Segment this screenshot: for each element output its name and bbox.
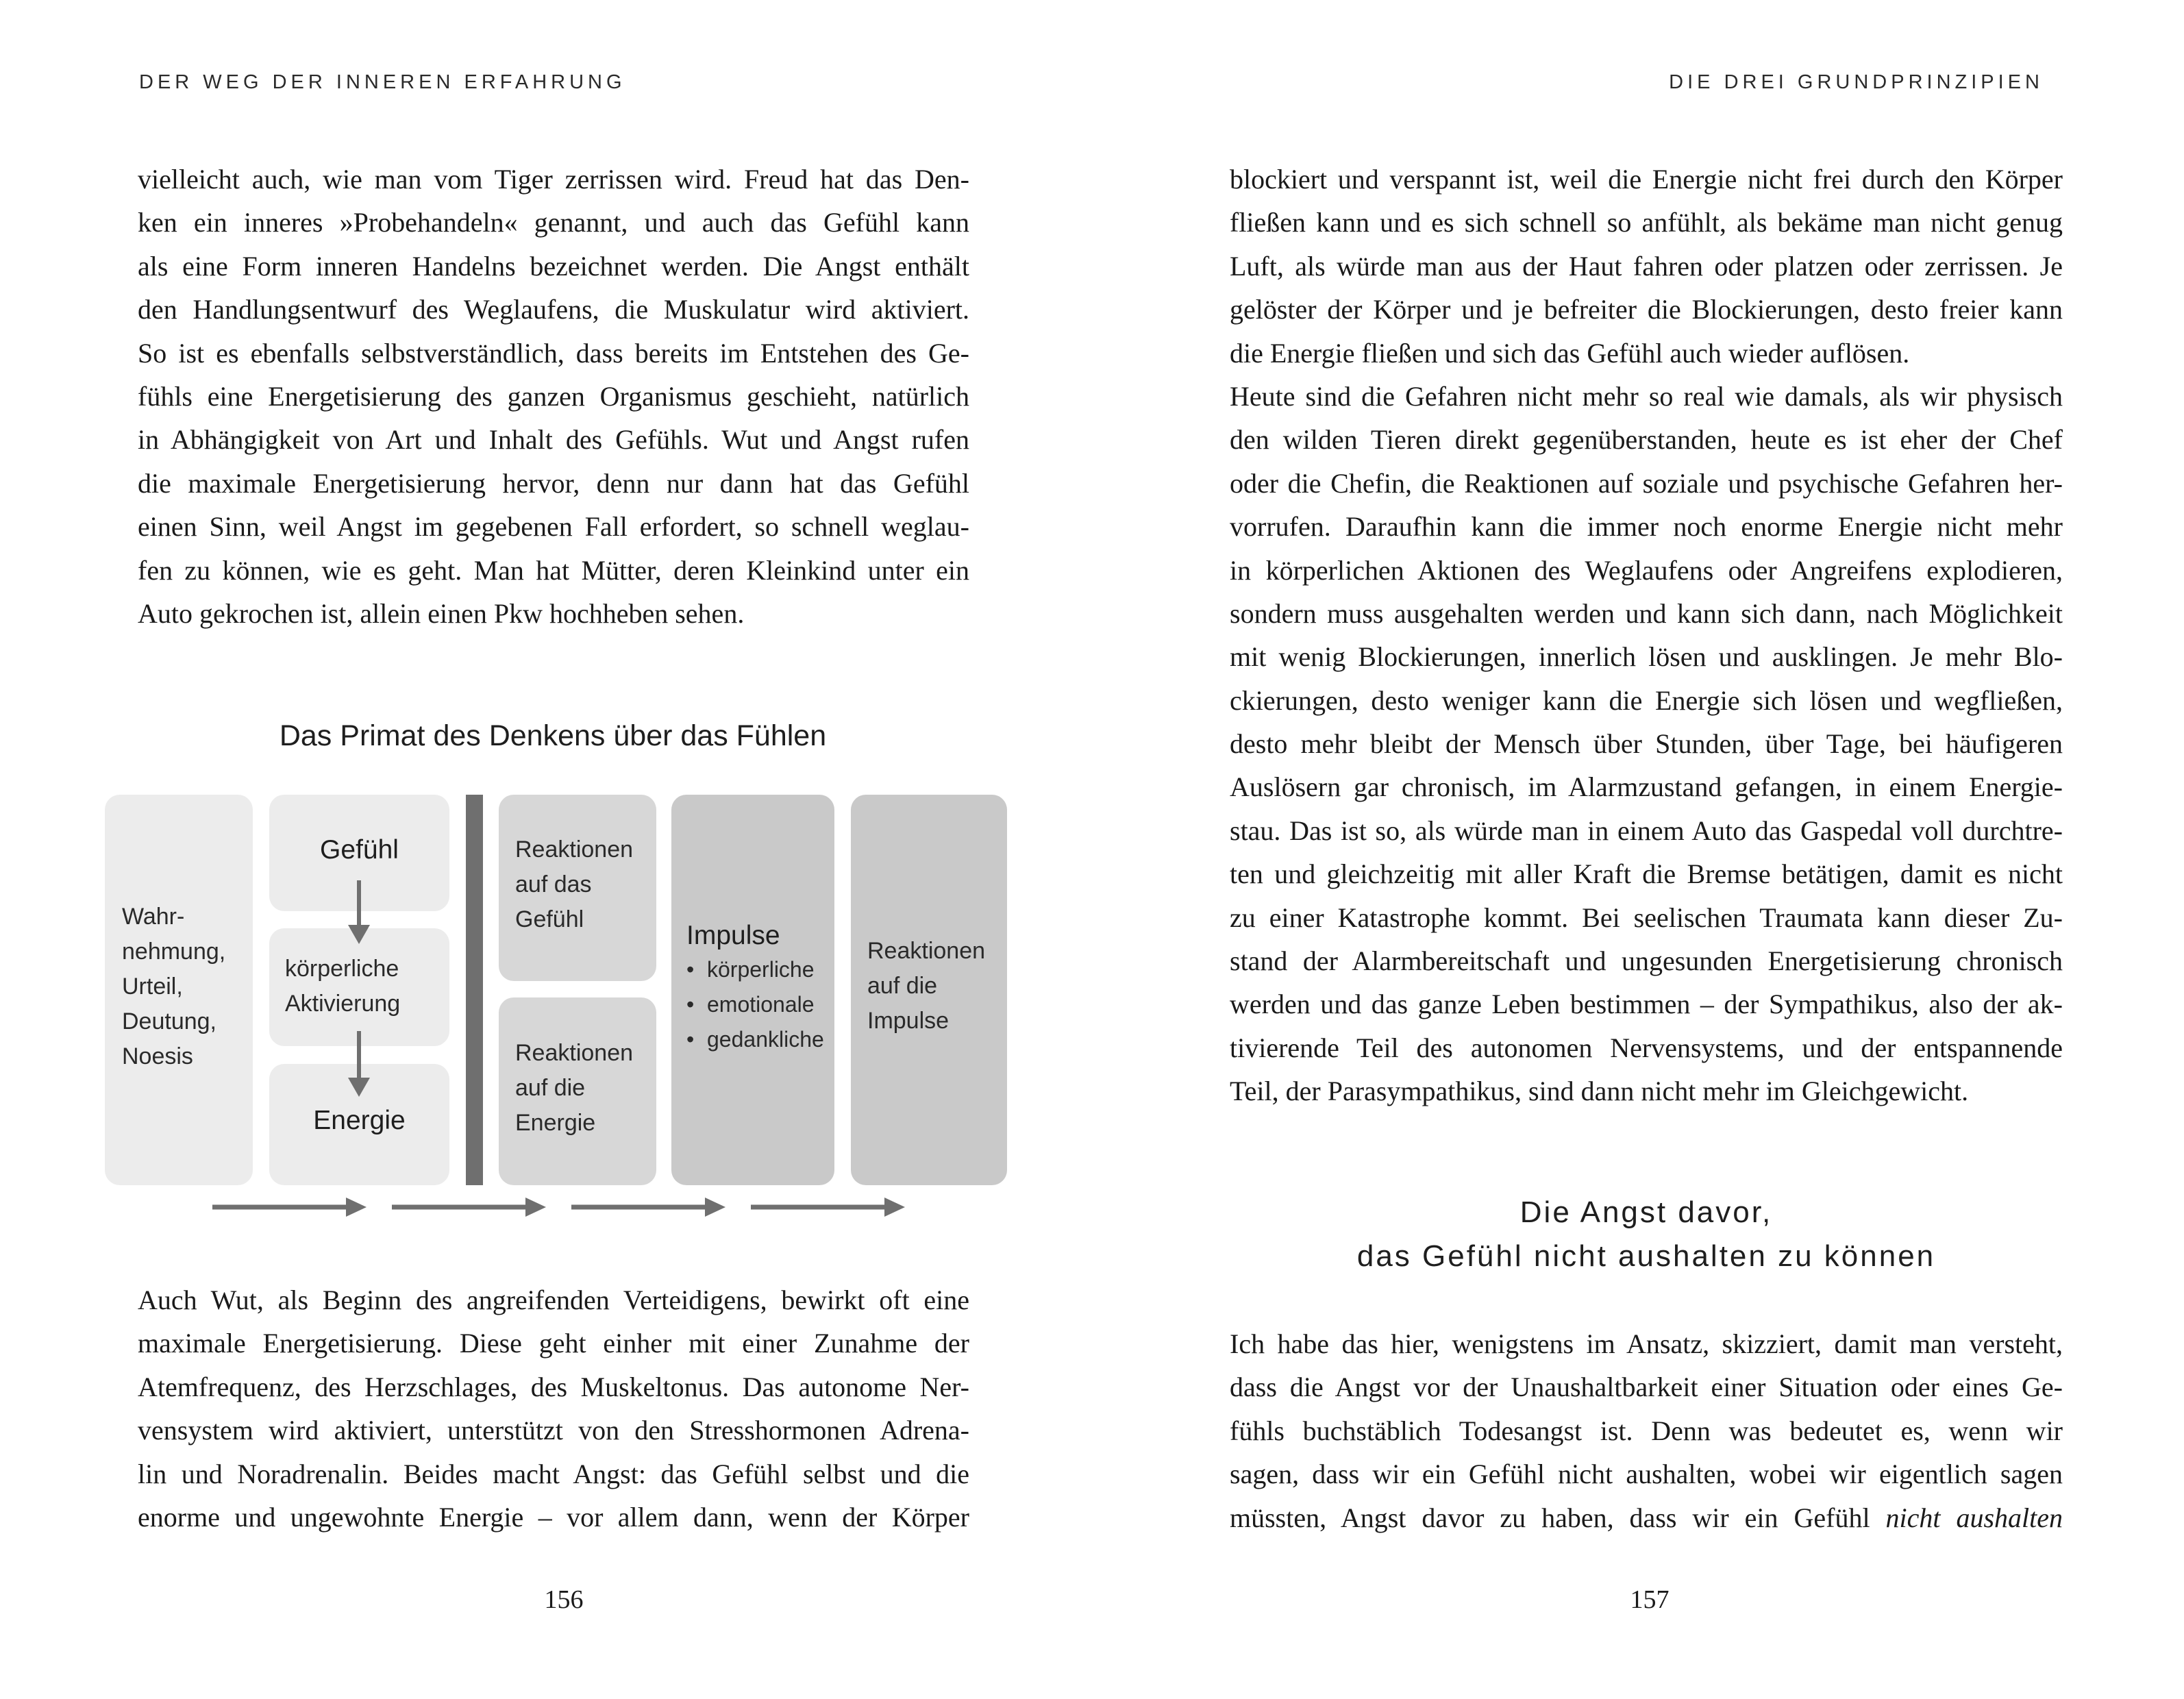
text-line: stand der Alarmbereitschaft und ungesunden Energetisierung chronisch [1230,945,2063,977]
text-line: werden und das ganze Leben bestimmen – der Sympathikus, also der ak- [1230,989,2063,1020]
text-line: Ich habe das hier, wenigstens im Ansatz, skizziert, damit man versteht, [1230,1328,2063,1359]
text-line: fühls buchstäblich Todesangst ist. Denn was bedeutet es, wenn wir [1230,1415,2063,1446]
text-line: So ist es ebenfalls selbstverständlich, dass bereits im Entstehen des Ge- [138,337,969,369]
text-line: sondern muss ausgehalten werden und kann sich dann, nach Möglichkeit [1230,597,2063,629]
impulse-item: • emotionale [686,987,824,1022]
section-heading [1230,1191,2063,1278]
arrowhead-down-2 [348,1078,370,1097]
page-number-right: 157 [1630,1585,1670,1614]
figure-title: Das Primat des Denkens über das Fühlen [279,719,827,752]
text-line: Auto gekrochen ist, allein einen Pkw hochheben sehen. [138,597,745,629]
text-line: maximale Energetisierung. Diese geht einher mit einer Zunahme der [138,1328,969,1359]
text-line: die Energie fließen und sich das Gefühl auch wieder auflösen. [1230,337,1910,369]
text-line: Auslösern gar chronisch, im Alarmzustand gefangen, in einem Energie- [1230,771,2063,803]
reactions-energy-label: Reaktionen auf die Energie [515,1040,634,1136]
arrowhead-down-1 [348,925,370,944]
text-line: als eine Form inneren Handelns bezeichnet werden. Die Angst enthält [138,250,969,282]
activation-label: körperliche Aktivierung [285,956,401,1017]
text-line: den wilden Tieren direkt gegenüberstanden, heute es ist eher der Chef [1230,424,2063,456]
text-line: fließen kann und es sich schnell so anfühlt, als bekäme man nicht genug [1230,207,2063,238]
text-line: die maximale Energetisierung hervor, denn nur dann hat das Gefühl [138,467,969,499]
text-line: vensystem wird aktiviert, unterstützt von den Stresshormonen Adrena- [138,1415,969,1446]
page-number-left: 156 [544,1585,584,1614]
arrowhead-right-2 [525,1198,546,1217]
text-line: ten und gleichzeitig mit aller Kraft die Bremse betätigen, damit es nicht [1230,858,2063,890]
text-line: Luft, als würde man aus der Haut fahren oder platzen oder zerrissen. Je [1230,250,2063,282]
right-page [1092,0,2184,1699]
impulses-title: Impulse [686,921,780,950]
text-line: oder die Chefin, die Reaktionen auf soziale und psychische Gefahren her- [1230,467,2063,499]
text-line: gelöster der Körper und je befreiter die Blockierungen, desto freier kann [1230,294,2063,325]
text-line: fen zu können, wie es geht. Man hat Mütter, deren Kleinkind unter ein [138,554,969,586]
arrowhead-right-1 [346,1198,367,1217]
section-heading-line: das Gefühl nicht aushalten zu können [1356,1239,1936,1273]
text-line [1230,1496,2063,1539]
text-line: fühls eine Energetisierung des ganzen Organismus geschieht, natürlich [138,380,969,412]
text-line: mit wenig Blockierungen, innerlich lösen und ausklingen. Je mehr Blo- [1230,641,2063,673]
arrowhead-right-4 [884,1198,905,1217]
left-text-block-2 [138,1278,969,1539]
running-head-left: DER WEG DER INNEREN ERFAHRUNG [139,71,626,93]
impulse-item: • körperliche [686,952,824,987]
right-text-block-2 [1230,1322,2063,1539]
running-head-right: DIE DREI GRUNDPRINZIPIEN [1669,71,2044,93]
text-line: einen Sinn, weil Angst im gegebenen Fall erfordert, so schnell weglau- [138,511,969,543]
feeling-label: Gefühl [320,835,399,865]
text-line: zu einer Katastrophe kommt. Bei seelischen Traumata kann dieser Zu- [1230,902,2063,933]
reactions-feeling-label: Reaktionen auf das Gefühl [515,836,634,932]
text-line: ckierungen, desto weniger kann die Energie sich lösen und wegfließen, [1230,684,2063,716]
text-line-start: müssten, Angst davor zu haben, dass wir ein Gefühl [1230,1502,1870,1533]
arrowhead-right-3 [705,1198,725,1217]
impulse-item: • gedankliche [686,1022,824,1057]
text-line: in Abhängigkeit von Art und Inhalt des Gefühls. Wut und Angst rufen [138,424,969,456]
text-line: stau. Das ist so, als würde man in einem Auto das Gaspedal voll durchtre- [1230,815,2063,846]
text-line: ken ein inneres »Probehandeln« genannt, und auch das Gefühl kann [138,207,969,238]
energy-label: Energie [313,1106,406,1135]
text-line: sagen, dass wir ein Gefühl nicht aushalten, wobei wir eigentlich sagen [1230,1459,2063,1490]
reactions-impulses-label: Reaktionen auf die Impulse [867,938,986,1034]
text-line: vorrufen. Daraufhin kann die immer noch enorme Energie nicht mehr [1230,511,2063,543]
text-line: enorme und ungewohnte Energie – vor allem dann, wenn der Körper [138,1501,969,1533]
text-line: in körperlichen Aktionen des Weglaufens oder Angreifens explodieren, [1230,554,2063,586]
text-line: vielleicht auch, wie man vom Tiger zerrissen wird. Freud hat das Den- [138,164,969,195]
text-line: desto mehr bleibt der Mensch über Stunden, über Tage, bei häufigeren [1230,728,2063,760]
text-line: tivierende Teil des autonomen Nervensystems, und der entspannende [1230,1032,2063,1063]
text-line: Auch Wut, als Beginn des angreifenden Verteidigens, bewirkt oft eine [138,1285,969,1315]
text-line: blockiert und verspannt ist, weil die Energie nicht frei durch den Körper [1230,164,2063,195]
text-line: dass die Angst vor der Unaushaltbarkeit einer Situation oder eines Ge- [1230,1372,2063,1403]
text-line: den Handlungsentwurf des Weglaufens, die Muskulatur wird aktiviert. [138,294,969,325]
text-line: Teil, der Parasympathikus, sind dann nicht mehr im Gleichgewicht. [1230,1076,1969,1107]
text-line: Atemfrequenz, des Herzschlages, des Muskeltonus. Das autonome Ner- [138,1371,969,1402]
text-line: Heute sind die Gefahren nicht mehr so real wie damals, als wir physisch [1230,380,2063,412]
section-heading-line: Die Angst davor, [1519,1195,1773,1229]
perception-label: Wahr- nehmung, Urteil, Deutung, Noesis [122,904,226,1069]
right-text-block-1 [1230,158,2063,1113]
text-line: lin und Noradrenalin. Beides macht Angst: das Gefühl selbst und die [138,1458,969,1489]
italic-phrase: nicht aushalten [1885,1502,2063,1533]
